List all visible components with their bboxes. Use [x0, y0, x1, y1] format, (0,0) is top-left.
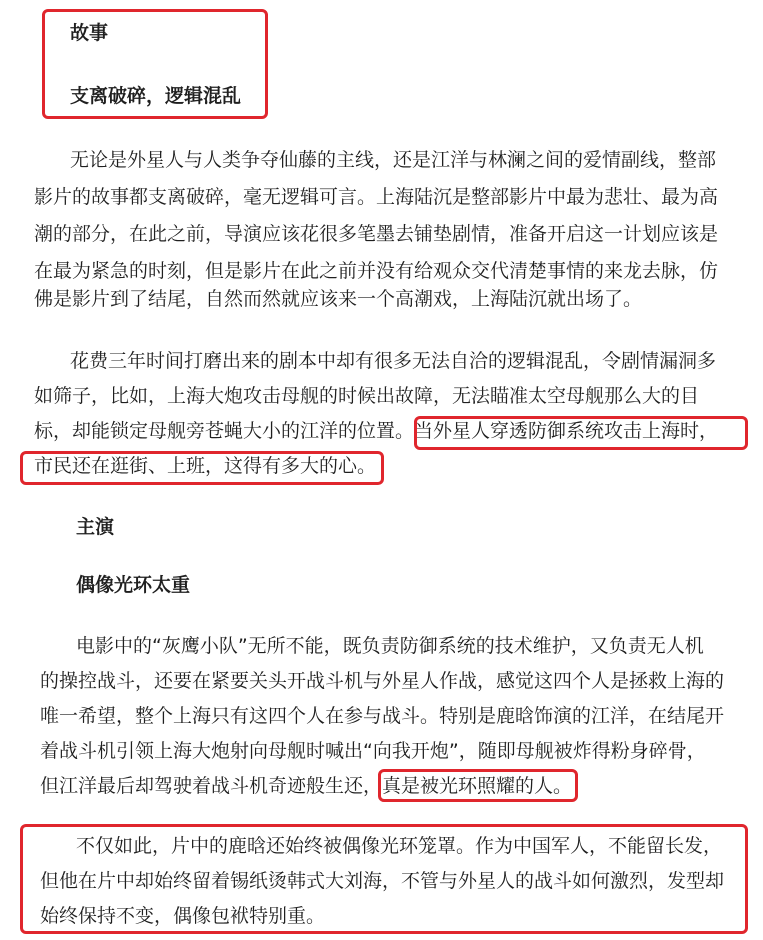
highlight-box-sentence-part1 [414, 416, 748, 450]
text-line: 电影中的“灰鹰小队”无所不能，既负责防御系统的技术维护，又负责无人机 [76, 635, 704, 657]
text-line: 始终保持不变，偶像包袱特别重。 [40, 905, 326, 927]
highlight-box-sentence-part2 [20, 451, 384, 485]
text-line: 不仅如此，片中的鹿晗还始终被偶像光环笼罩。作为中国军人，不能留长发， [76, 835, 723, 857]
text-line: 花费三年时间打磨出来的剧本中却有很多无法自洽的逻辑混乱，令剧情漏洞多 [70, 350, 717, 372]
text-line: 但他在片中却始终留着锡纸烫韩式大刘海，不管与外星人的战斗如何激烈，发型却 [40, 870, 725, 892]
text-line: 唯一希望，整个上海只有这四个人在参与战斗。特别是鹿晗饰演的江洋，在结尾开 [40, 705, 725, 727]
highlight-box-halo [378, 769, 578, 802]
text-line: 影片的故事都支离破碎，毫无逻辑可言。上海陆沉是整部影片中最为悲壮、最为高 [34, 186, 719, 208]
text-line: 佛是影片到了结尾，自然而然就应该来一个高潮戏，上海陆沉就出场了。 [34, 288, 643, 310]
section-heading-cast: 主演 [76, 516, 115, 538]
text-line: 在最为紧急的时刻，但是影片在此之前并没有给观众交代清楚事情的来龙去脉，仿 [34, 260, 719, 282]
text-line: 无论是外星人与人类争夺仙藤的主线，还是江洋与林澜之间的爱情副线，整部 [70, 149, 717, 171]
text-line: 的操控战斗，还要在紧要关头开战斗机与外星人作战，感觉这四个人是拯救上海的 [40, 670, 725, 692]
highlight-box-headings [42, 9, 268, 119]
text-line: 但江洋最后却驾驶着战斗机奇迹般生还，真是被光环照耀的人。 [40, 775, 573, 797]
text-line: 如筛子，比如，上海大炮攻击母舰的时候出故障，无法瞄准太空母舰那么大的目 [34, 385, 700, 407]
section-subheading-cast: 偶像光环太重 [76, 574, 191, 596]
text-line: 标，却能锁定母舰旁苍蝇大小的江洋的位置。当外星人穿透防御系统攻击上海时， [34, 420, 719, 442]
section-heading-story: 故事 [70, 22, 109, 44]
section-subheading-story: 支离破碎，逻辑混乱 [70, 85, 242, 107]
text-line: 着战斗机引领上海大炮射向母舰时喊出“向我开炮”，随即母舰被炸得粉身碎骨， [40, 740, 706, 762]
highlight-box-last-paragraph [20, 824, 748, 934]
text-line: 潮的部分，在此之前，导演应该花很多笔墨去铺垫剧情，准备开启这一计划应该是 [34, 223, 719, 245]
text-line: 市民还在逛街、上班，这得有多大的心。 [34, 455, 377, 477]
